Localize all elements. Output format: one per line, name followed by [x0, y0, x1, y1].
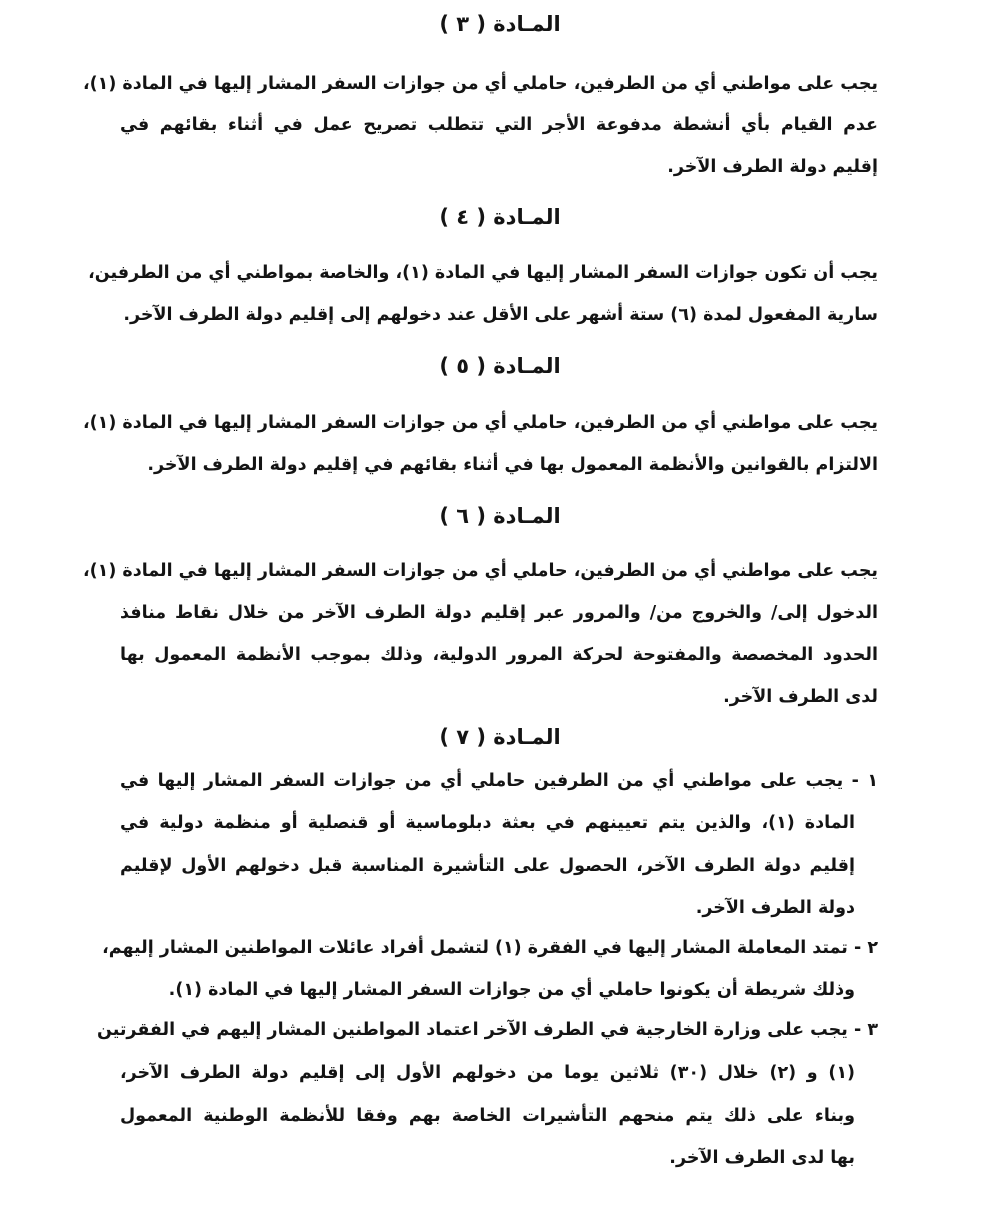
article-7-item-1-line-2: المادة (١)، والذين يتم تعيينهم في بعثة دبلوماسية أو قنصلية أو منظمة دولية في: [120, 813, 855, 833]
article-7-item-2-line-1: ٢ - تمتد المعاملة المشار إليها في الفقرة (١) لتشمل أفراد عائلات المواطنين المشار إليهم،: [102, 938, 878, 958]
article-5-line-2: الالتزام بالقوانين والأنظمة المعمول بها في أثناء بقائهم في إقليم دولة الطرف الآخر.: [147, 455, 878, 475]
article-7-item-1-line-4: دولة الطرف الآخر.: [695, 898, 855, 918]
article-3-heading: المـادة ( ٣ ): [439, 12, 561, 36]
article-7-item-1-line-3: إقليم دولة الطرف الآخر، الحصول على التأشيرة المناسبة قبل دخولهم الأول لإقليم: [120, 856, 855, 876]
article-5-heading: المـادة ( ٥ ): [439, 354, 561, 378]
article-7-item-1-line-1: ١ - يجب على مواطني أي من الطرفين حاملي أي من جوازات السفر المشار إليها في: [120, 771, 878, 791]
article-7-item-3-line-2: (١) و (٢) خلال (٣٠) ثلاثين يوما من دخولهم الأول إلى إقليم دولة الطرف الآخر،: [120, 1063, 856, 1083]
article-4-heading: المـادة ( ٤ ): [439, 205, 561, 229]
article-7-heading: المـادة ( ٧ ): [439, 725, 561, 749]
article-7-item-2-line-2: وذلك شريطة أن يكونوا حاملي أي من جوازات السفر المشار إليها في المادة (١).: [168, 980, 855, 1000]
article-6-line-1: يجب على مواطني أي من الطرفين، حاملي أي من جوازات السفر المشار إليها في المادة (١)،: [82, 561, 878, 581]
article-6-line-2: الدخول إلى/ والخروج من/ والمرور عبر إقليم دولة الطرف الآخر من خلال نقاط منافذ: [120, 603, 878, 623]
article-7-item-3-line-3: وبناء على ذلك يتم منحهم التأشيرات الخاصة بهم وفقا للأنظمة الوطنية المعمول: [120, 1106, 855, 1126]
article-6-heading: المـادة ( ٦ ): [439, 504, 561, 528]
article-7-item-3-line-1: ٣ - يجب على وزارة الخارجية في الطرف الآخر اعتماد المواطنين المشار إليهم في الفقرتين: [96, 1020, 878, 1040]
article-3-line-3: إقليم دولة الطرف الآخر.: [667, 157, 878, 177]
article-4-line-2: سارية المفعول لمدة (٦) ستة أشهر على الأقل عند دخولهم إلى إقليم دولة الطرف الآخر.: [123, 305, 878, 325]
article-5-line-1: يجب على مواطني أي من الطرفين، حاملي أي من جوازات السفر المشار إليها في المادة (١)،: [82, 413, 878, 433]
article-3-line-1: يجب على مواطني أي من الطرفين، حاملي أي من جوازات السفر المشار إليها في المادة (١)،: [82, 74, 878, 94]
article-6-line-3: الحدود المخصصة والمفتوحة لحركة المرور الدولية، وذلك بموجب الأنظمة المعمول بها: [120, 645, 878, 665]
article-4-line-1: يجب أن تكون جوازات السفر المشار إليها في المادة (١)، والخاصة بمواطني أي من الطرفين،: [88, 263, 878, 283]
article-6-line-4: لدى الطرف الآخر.: [723, 687, 878, 707]
article-7-item-3-line-4: بها لدى الطرف الآخر.: [669, 1148, 855, 1168]
article-3-line-2: عدم القيام بأي أنشطة مدفوعة الأجر التي تتطلب تصريح عمل في أثناء بقائهم في: [120, 115, 878, 135]
